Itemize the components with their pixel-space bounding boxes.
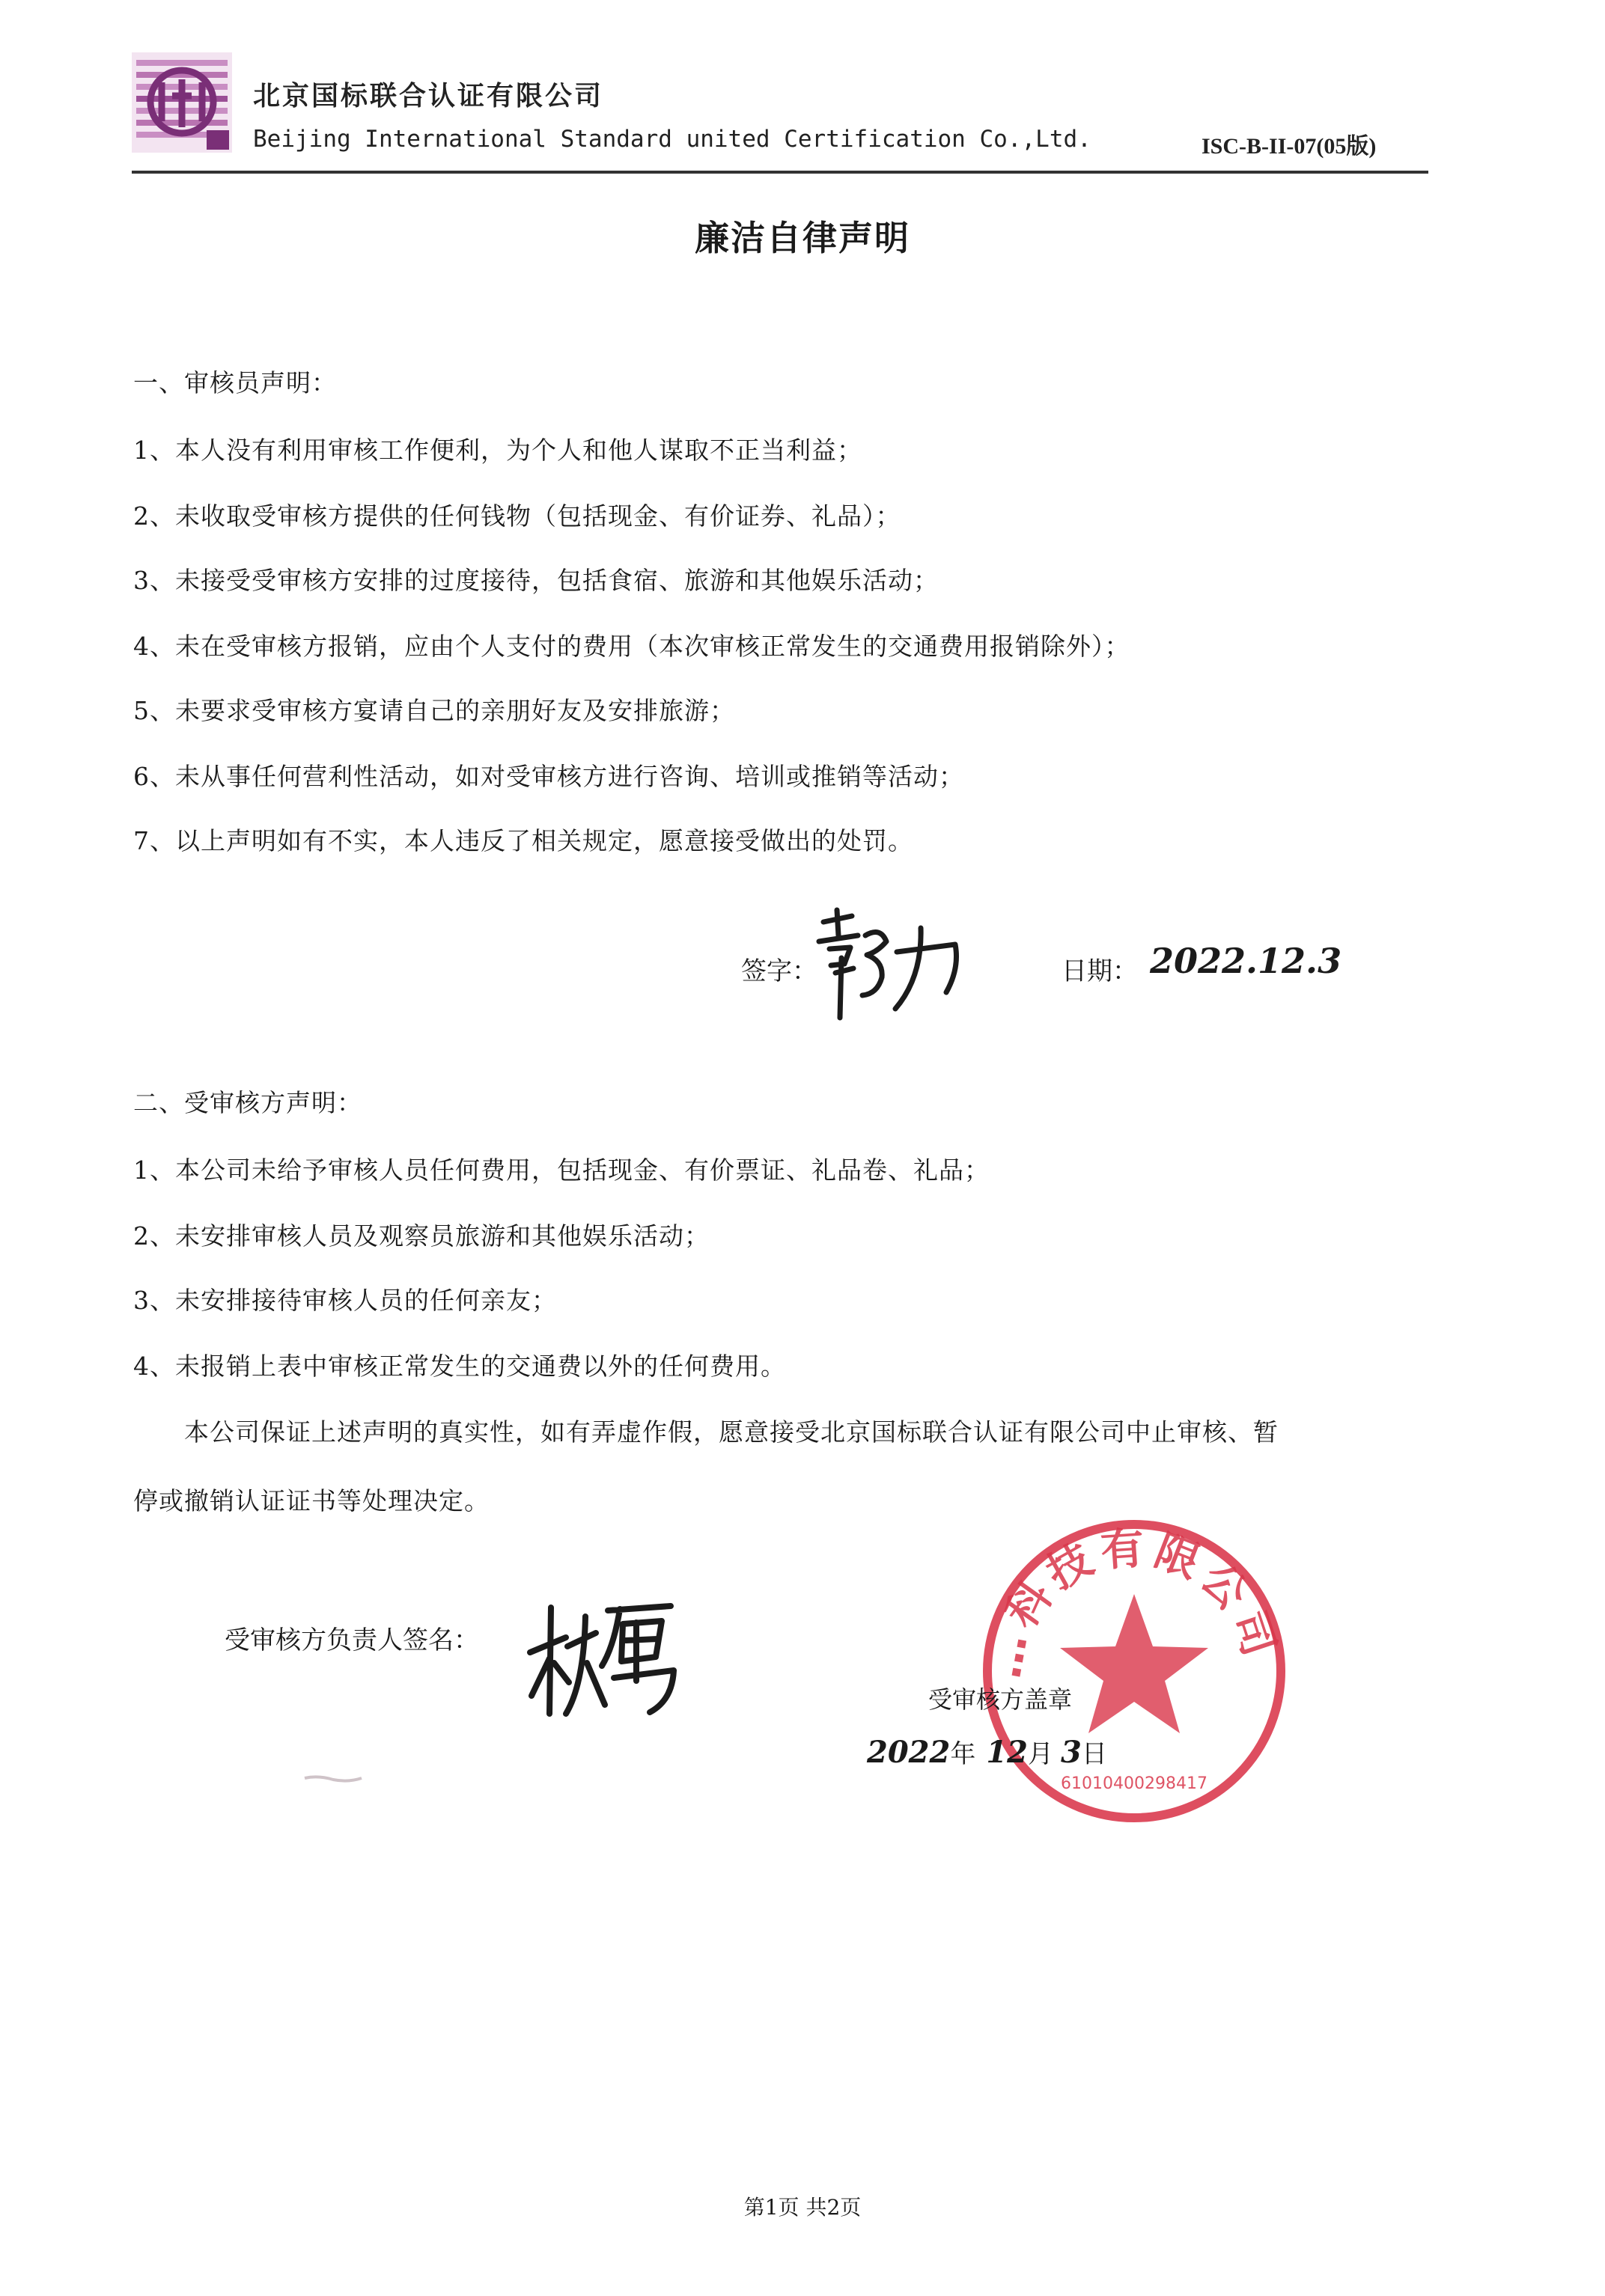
section1-item-2: 2、未收取受审核方提供的任何钱物（包括现金、有价证券、礼品）； (133, 501, 901, 531)
document-code: ISC-B-II-07(05版) (1202, 134, 1377, 159)
section1-item-5: 5、未要求受审核方宴请自己的亲朋好友及安排旅游； (133, 696, 735, 725)
section1-item-7: 7、以上声明如有不实，本人违反了相关规定，愿意接受做出的处罚。 (133, 826, 913, 855)
stamp-date-ri: 日 (1081, 1739, 1107, 1769)
auditor-date-label: 日期： (1062, 956, 1138, 986)
scan-artifact-mark (303, 1774, 363, 1784)
leader-signature-label: 受审核方负责人签名： (225, 1625, 479, 1655)
auditor-date-handwritten (1150, 935, 1344, 988)
section1-heading: 一、审核员声明： (133, 368, 337, 397)
page-number: 第1页 共2页 (743, 2195, 862, 2220)
stamp-date-yue: 月 (1028, 1739, 1053, 1769)
section2-item-1: 1、本公司未给予审核人员任何费用，包括现金、有价票证、礼品卷、礼品； (133, 1155, 990, 1185)
guarantee-line-1: 本公司保证上述声明的真实性，如有弄虚作假，愿意接受北京国标联合认证有限公司中止审核、暂 (184, 1417, 1279, 1447)
stamp-date-month: 12 (986, 1735, 1028, 1770)
auditor-signature (808, 906, 973, 1025)
section1-item-1: 1、本人没有利用审核工作便利，为个人和他人谋取不正当利益； (133, 436, 862, 465)
svg-text:2022.12.3: 2022.12.3 (1150, 941, 1342, 981)
stamp-date-day: 3 (1061, 1735, 1082, 1770)
section1-item-4: 4、未在受审核方报销，应由个人支付的费用（本次审核正常发生的交通费用报销除外）； (133, 632, 1130, 661)
section1-item-6: 6、未从事任何营利性活动，如对受审核方进行咨询、培训或推销等活动； (133, 762, 964, 791)
auditor-signature-label: 签字： (741, 956, 817, 986)
stamp-date-year: 2022 (867, 1735, 951, 1770)
company-name-cn: 北京国标联合认证有限公司 (253, 80, 604, 112)
seal-label: 受审核方盖章 (928, 1685, 1073, 1714)
section2-item-4: 4、未报销上表中审核正常发生的交通费以外的任何费用。 (133, 1352, 786, 1381)
svg-text:61010400298417: 61010400298417 (1061, 1774, 1207, 1793)
section2-item-2: 2、未安排审核人员及观察员旅游和其他娱乐活动； (133, 1221, 710, 1251)
section2-heading: 二、受审核方声明： (133, 1088, 362, 1117)
company-name-en: Beijing International Standard united Certification Co.,Ltd. (253, 126, 1091, 153)
guarantee-line-2: 停或撤销认证证书等处理决定。 (133, 1486, 490, 1515)
section2-item-3: 3、未安排接待审核人员的任何亲友； (133, 1286, 557, 1315)
company-seal-icon (973, 1510, 1295, 1832)
document-title: 廉洁自律声明 (695, 218, 910, 258)
svg-text:…科技有限公司: …科技有限公司 (979, 1521, 1288, 1682)
stamp-date-nian: 年 (950, 1739, 976, 1769)
isc-logo-icon (132, 52, 232, 153)
header-divider (132, 171, 1428, 174)
stamp-date (867, 1733, 1107, 1770)
leader-signature (524, 1594, 689, 1721)
section1-item-3: 3、未接受受审核方安排的过度接待，包括食宿、旅游和其他娱乐活动； (133, 566, 939, 595)
